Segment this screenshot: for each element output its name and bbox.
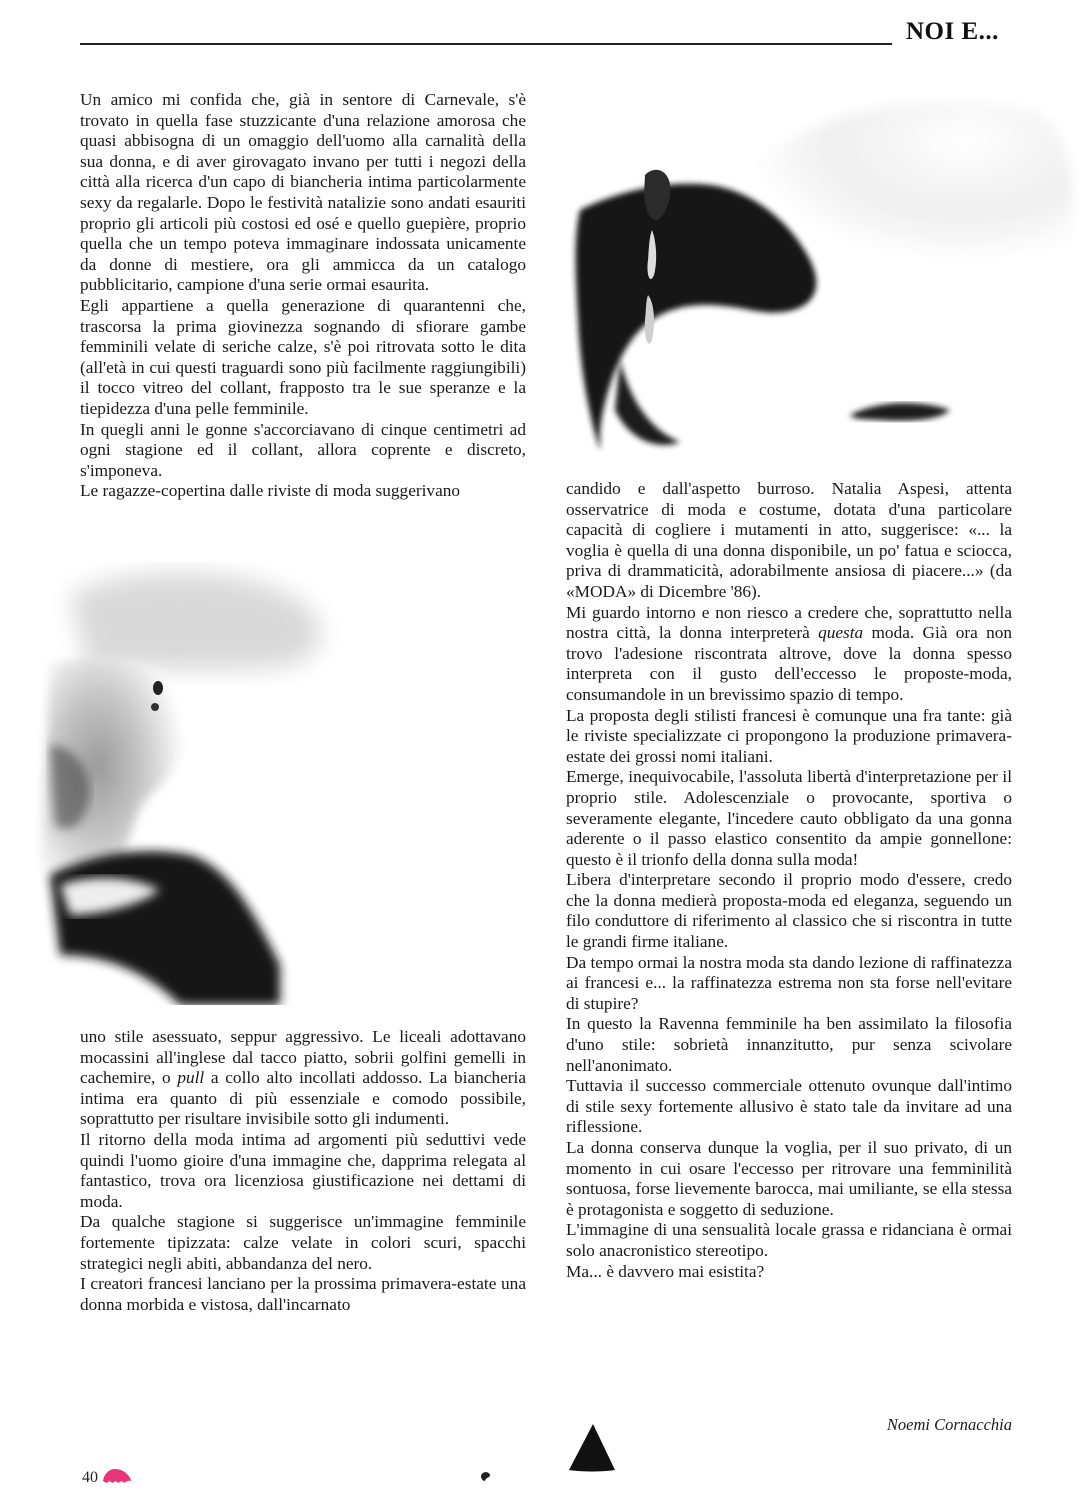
- article-paragraph: In quegli anni le gonne s'accorciavano di cinque centimetri ad ogni stagione ed il collant, allora coprente e discreto, s'imponeva.: [80, 419, 526, 480]
- article-text: uno stile asessuato, seppur aggressivo. Le liceali adottavano mocassini all'inglese dal tacco piatto, sobrii golfini gemelli in cachemire, o: [80, 1027, 526, 1088]
- article-paragraph: [566, 603, 1012, 706]
- article-text: Mi guardo intorno e non riesco a credere che, soprattutto nella nostra città, la donna interpreterà: [566, 602, 1012, 643]
- article-italic-text: questa: [818, 623, 864, 643]
- article-column-left-top: [80, 90, 526, 502]
- article-paragraph: Tuttavia il successo commerciale ottenuto ovunque dall'intimo di stile sexy fortemente allusivo è stato tale da invitare ad una riflessione.: [566, 1076, 1012, 1137]
- article-paragraph: Un amico mi confida che, già in sentore di Carnevale, s'è trovato in quella fase stuzzicante d'una relazione amorosa che quasi abbisogna di un omaggio dell'uomo alla carnalità della sua donna, e di aver girovagato invano per tutti i negozi della città alla ricerca d'un capo di biancheria intima particolarmente sexy da regalarle. Dopo le festività natalizie sono andati esauriti proprio gli articoli più costosi ed osé e quello guepière, proprio quella che un tempo poteva immaginare indossata unicamente da donne di mestiere, ora gli ammicca da un catalogo pubblicitario, campione d'una serie ormai esaurita.: [80, 90, 526, 295]
- article-paragraph: Da tempo ormai la nostra moda sta dando lezione di raffinatezza ai francesi e... la raffinatezza estrema non sta forse nell'evitare di stupire?: [566, 952, 1012, 1013]
- header-rule: [80, 43, 892, 45]
- article-paragraph: Egli appartiene a quella generazione di quarantenni che, trascorsa la prima giovinezza sognando di sfiorare gambe femminili velate di seriche calze, s'è poi ritrovata sotto le dita (all'età in cui questi traguardi sono più facilmente raggiungibili) il tocco vitreo del collant, frapposto tra le sue speranze e la tiepidezza d'una pelle femminile.: [80, 295, 526, 418]
- article-paragraph: La proposta degli stilisti francesi è comunque una fra tante: già le riviste specializzate ci propongono la produzione primavera-estate dei grossi nomi italiani.: [566, 705, 1012, 766]
- page-number: 40: [82, 1469, 98, 1486]
- article-paragraph: Libera d'interpretare secondo il proprio modo d'essere, credo che la donna medierà proposta-moda ed eleganza, seguendo un filo conduttore di riferimento al classico che si riscontra in tutte le grandi firme italiane.: [566, 870, 1012, 952]
- article-paragraph: La donna conserva dunque la voglia, per il suo privato, di un momento in cui osare l'eccesso per ritrovare una femminilità sontuosa, forse lievemente barocca, mai umiliante, se ella stessa è protagonista e soggetto di seduzione.: [566, 1138, 1012, 1219]
- author-signature: Noemi Cornacchia: [886, 1415, 1012, 1434]
- section-title: NOI E...: [906, 18, 999, 45]
- photo-profile-earring: [560, 70, 1080, 495]
- article-text: a collo alto incollati addosso. La biancheria intima era quanto di più essenziale e comodo possibile, soprattutto per risultare invisibile sotto gli indumenti.: [80, 1068, 526, 1129]
- article-paragraph: Emerge, inequivocabile, l'assoluta libertà d'interpretazione per il proprio stile. Adolescenziale o provocante, sportiva o severamente elegante, l'incedere cauto obbligato da una gonna aderente o il passo elastico consentito da ampie gonnellone: questo è il trionfo della donna sulla moda!: [566, 767, 1012, 869]
- article-paragraph: I creatori francesi lanciano per la prossima primavera-estate una donna morbida e vistosa, dall'incarnato: [80, 1274, 526, 1314]
- article-italic-text: pull: [177, 1068, 205, 1088]
- article-paragraph: [80, 1027, 526, 1130]
- magazine-logo-icon: [101, 1465, 133, 1485]
- article-text: moda. Già ora non trovo l'adesione riscontrata altrove, dove la donna spesso interpreta con il gusto dell'eccesso le proposte-moda, consumandole in un brevissimo spazio di tempo.: [566, 623, 1013, 704]
- article-column-right: [566, 479, 1012, 1282]
- ink-spot-icon: [478, 1468, 494, 1484]
- article-paragraph: Ma... è davvero mai esistita?: [566, 1261, 765, 1281]
- article-paragraph: Il ritorno della moda intima ad argomenti più seduttivi vede quindi l'uomo gioire d'una immagine che, dapprima relegata al fantastico, trova ora licenziosa giustificazione nei dettami di moda.: [80, 1129, 526, 1211]
- article-paragraph: L'immagine di una sensualità locale grassa e ridanciana è ormai solo anacronistico stereotipo.: [566, 1220, 1012, 1260]
- article-paragraph: candido e dall'aspetto burroso. Natalia Aspesi, attenta osservatrice di moda e costume, dotata d'una particolare capacità di cogliere i mutamenti in atto, suggerisce: «... la voglia è quella di una donna disponibile, un po' fatua e sciocca, priva di drammaticità, adorabilmente ansiosa di piacere...» (da «MODA» di Dicembre '86).: [566, 479, 1012, 601]
- article-paragraph: Le ragazze-copertina dalle riviste di moda suggerivano: [80, 481, 461, 501]
- article-column-left-bottom: [80, 1027, 526, 1315]
- triangle-shape-icon: [567, 1422, 617, 1474]
- photo-profile-face: [30, 555, 480, 1005]
- article-paragraph: In questo la Ravenna femminile ha ben assimilato la filosofia d'uno stile: sobrietà innanzitutto, pur senza scivolare nell'anonimato.: [566, 1014, 1012, 1075]
- article-paragraph: Da qualche stagione si suggerisce un'immagine femminile fortemente tipizzata: calze velate in colori scuri, spacchi strategici negli abiti, abbandanza del nero.: [80, 1212, 526, 1273]
